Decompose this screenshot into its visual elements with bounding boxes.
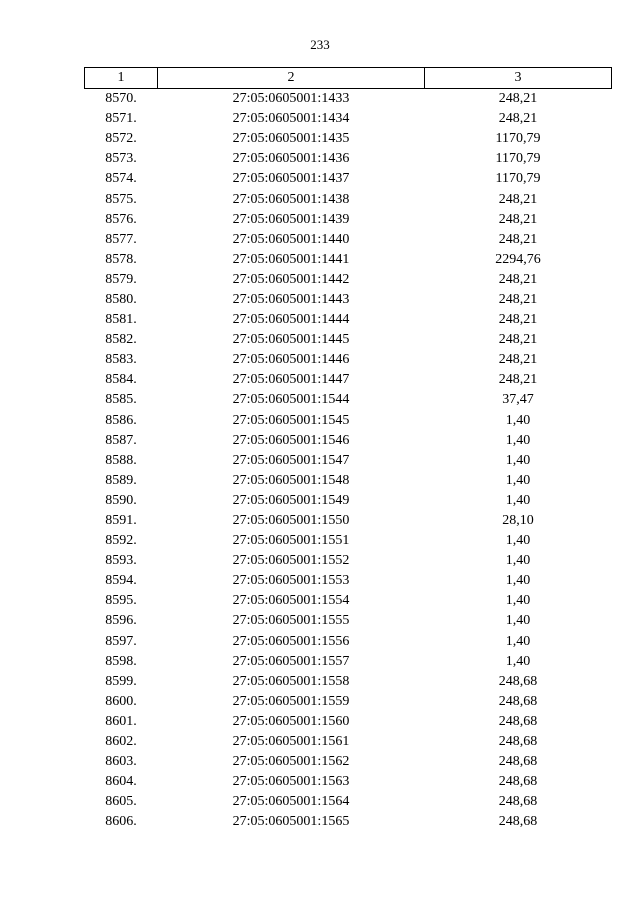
cadastral-number: 27:05:0605001:1445 <box>232 332 350 348</box>
row-number: 8581. <box>105 312 137 328</box>
row-number: 8601. <box>105 713 137 729</box>
table-row <box>85 189 612 209</box>
table-row <box>85 531 612 551</box>
header-col-2: 2 <box>158 68 425 89</box>
cadastral-number: 27:05:0605001:1438 <box>232 191 350 207</box>
cadastral-number: 27:05:0605001:1551 <box>232 533 350 549</box>
header-col-1: 1 <box>85 68 158 89</box>
row-number: 8597. <box>105 633 137 649</box>
area-value: 1,40 <box>505 573 531 589</box>
cadastral-number: 27:05:0605001:1565 <box>232 814 350 830</box>
cadastral-number: 27:05:0605001:1562 <box>232 754 350 770</box>
area-value: 248,21 <box>498 191 538 207</box>
area-value: 1170,79 <box>495 131 541 147</box>
area-value: 28,10 <box>502 513 534 529</box>
cadastral-number: 27:05:0605001:1434 <box>232 111 350 127</box>
area-value: 2294,76 <box>495 251 541 267</box>
row-number: 8594. <box>105 573 137 589</box>
table-row <box>85 792 612 812</box>
cadastral-number: 27:05:0605001:1443 <box>232 291 350 307</box>
cadastral-number: 27:05:0605001:1563 <box>232 774 350 790</box>
cadastral-number: 27:05:0605001:1441 <box>232 251 350 267</box>
row-number: 8585. <box>105 392 137 408</box>
table-row <box>85 270 612 290</box>
cadastral-number: 27:05:0605001:1553 <box>232 573 350 589</box>
row-number: 8571. <box>105 111 137 127</box>
row-number: 8592. <box>105 533 137 549</box>
area-value: 1,40 <box>505 412 531 428</box>
area-value: 248,21 <box>498 352 538 368</box>
table-row <box>85 511 612 531</box>
table-row <box>85 129 612 149</box>
row-number: 8582. <box>105 332 137 348</box>
table-header <box>85 68 612 89</box>
table-row <box>85 290 612 310</box>
cadastral-number: 27:05:0605001:1560 <box>232 713 350 729</box>
table-row <box>85 692 612 712</box>
header-row <box>85 68 612 89</box>
table-row <box>85 169 612 189</box>
area-value: 1,40 <box>505 472 531 488</box>
row-number: 8603. <box>105 754 137 770</box>
table-row <box>85 230 612 250</box>
area-value: 1170,79 <box>495 171 541 187</box>
table-row <box>85 370 612 390</box>
table-row <box>85 772 612 792</box>
area-value: 1,40 <box>505 633 531 649</box>
row-number: 8602. <box>105 734 137 750</box>
table-row <box>85 210 612 230</box>
area-value: 248,68 <box>498 814 538 830</box>
cadastral-number: 27:05:0605001:1546 <box>232 432 350 448</box>
row-number: 8599. <box>105 673 137 689</box>
area-value: 248,21 <box>498 332 538 348</box>
cadastral-number: 27:05:0605001:1559 <box>232 693 350 709</box>
table-row <box>85 632 612 652</box>
table-row <box>85 411 612 431</box>
row-number: 8583. <box>105 352 137 368</box>
table-row <box>85 89 612 110</box>
area-value: 1,40 <box>505 492 531 508</box>
cadastral-number: 27:05:0605001:1436 <box>232 151 350 167</box>
area-value: 248,21 <box>498 291 538 307</box>
table-row <box>85 812 612 832</box>
table-row <box>85 350 612 370</box>
table-row <box>85 712 612 732</box>
cadastral-number: 27:05:0605001:1433 <box>232 91 350 107</box>
row-number: 8574. <box>105 171 137 187</box>
table-row <box>85 491 612 511</box>
cadastral-number: 27:05:0605001:1552 <box>232 553 350 569</box>
area-value: 1,40 <box>505 593 531 609</box>
cadastral-number: 27:05:0605001:1446 <box>232 352 350 368</box>
area-value: 248,21 <box>498 372 538 388</box>
table-row <box>85 330 612 350</box>
header-col-3: 3 <box>425 68 612 89</box>
row-number: 8575. <box>105 191 137 207</box>
cadastral-table <box>84 67 612 832</box>
row-number: 8598. <box>105 653 137 669</box>
cadastral-number: 27:05:0605001:1440 <box>232 231 350 247</box>
row-number: 8573. <box>105 151 137 167</box>
table-row <box>85 310 612 330</box>
table-row <box>85 149 612 169</box>
row-number: 8588. <box>105 452 137 468</box>
area-value: 1,40 <box>505 553 531 569</box>
row-number: 8578. <box>105 251 137 267</box>
area-value: 248,68 <box>498 734 538 750</box>
table-body <box>85 89 612 833</box>
row-number: 8591. <box>105 513 137 529</box>
area-value: 248,68 <box>498 673 538 689</box>
cadastral-number: 27:05:0605001:1545 <box>232 412 350 428</box>
row-number: 8593. <box>105 553 137 569</box>
row-number: 8587. <box>105 432 137 448</box>
cadastral-number: 27:05:0605001:1555 <box>232 613 350 629</box>
row-number: 8572. <box>105 131 137 147</box>
area-value: 1,40 <box>505 653 531 669</box>
row-number: 8604. <box>105 774 137 790</box>
table-row <box>85 591 612 611</box>
cadastral-number: 27:05:0605001:1550 <box>232 513 350 529</box>
cadastral-number: 27:05:0605001:1435 <box>232 131 350 147</box>
row-number: 8605. <box>105 794 137 810</box>
area-value: 1,40 <box>505 613 531 629</box>
table-row <box>85 611 612 631</box>
cadastral-number: 27:05:0605001:1442 <box>232 271 350 287</box>
area-value: 1,40 <box>505 533 531 549</box>
area-value: 1,40 <box>505 432 531 448</box>
row-number: 8577. <box>105 231 137 247</box>
cadastral-number: 27:05:0605001:1444 <box>232 312 350 328</box>
table-row <box>85 652 612 672</box>
table-row <box>85 752 612 772</box>
area-value: 248,68 <box>498 774 538 790</box>
cadastral-number: 27:05:0605001:1557 <box>232 653 350 669</box>
cadastral-number: 27:05:0605001:1447 <box>232 372 350 388</box>
area-value: 1170,79 <box>495 151 541 167</box>
cadastral-number: 27:05:0605001:1554 <box>232 593 350 609</box>
table-row <box>85 451 612 471</box>
cadastral-number: 27:05:0605001:1437 <box>232 171 350 187</box>
row-number: 8580. <box>105 291 137 307</box>
row-number: 8589. <box>105 472 137 488</box>
area-value: 1,40 <box>505 452 531 468</box>
cadastral-number: 27:05:0605001:1439 <box>232 211 350 227</box>
area-value: 248,21 <box>498 231 538 247</box>
table-row <box>85 672 612 692</box>
table-row <box>85 471 612 491</box>
row-number: 8579. <box>105 271 137 287</box>
area-value: 248,21 <box>498 91 538 107</box>
cadastral-number: 27:05:0605001:1561 <box>232 734 350 750</box>
area-value: 248,21 <box>498 211 538 227</box>
area-value: 37,47 <box>502 392 534 408</box>
row-number: 8584. <box>105 372 137 388</box>
table-row <box>85 732 612 752</box>
table-row <box>85 109 612 129</box>
table-row <box>85 390 612 410</box>
table-row <box>85 431 612 451</box>
area-value: 248,21 <box>498 111 538 127</box>
table-row <box>85 551 612 571</box>
area-value: 248,68 <box>498 713 538 729</box>
cadastral-number: 27:05:0605001:1558 <box>232 673 350 689</box>
cadastral-number: 27:05:0605001:1556 <box>232 633 350 649</box>
cadastral-number: 27:05:0605001:1547 <box>232 452 350 468</box>
area-value: 248,68 <box>498 794 538 810</box>
area-value: 248,21 <box>498 312 538 328</box>
cadastral-number: 27:05:0605001:1548 <box>232 472 350 488</box>
cadastral-number: 27:05:0605001:1564 <box>232 794 350 810</box>
cadastral-number: 27:05:0605001:1544 <box>232 392 350 408</box>
area-value: 248,21 <box>498 271 538 287</box>
row-number: 8600. <box>105 693 137 709</box>
area-value: 248,68 <box>498 754 538 770</box>
table-row <box>85 571 612 591</box>
page-number: 233 <box>310 37 330 52</box>
table-row <box>85 250 612 270</box>
cadastral-number: 27:05:0605001:1549 <box>232 492 350 508</box>
row-number: 8606. <box>105 814 137 830</box>
row-number: 8595. <box>105 593 137 609</box>
row-number: 8570. <box>105 91 137 107</box>
row-number: 8596. <box>105 613 137 629</box>
row-number: 8590. <box>105 492 137 508</box>
area-value: 248,68 <box>498 693 538 709</box>
row-number: 8576. <box>105 211 137 227</box>
row-number: 8586. <box>105 412 137 428</box>
